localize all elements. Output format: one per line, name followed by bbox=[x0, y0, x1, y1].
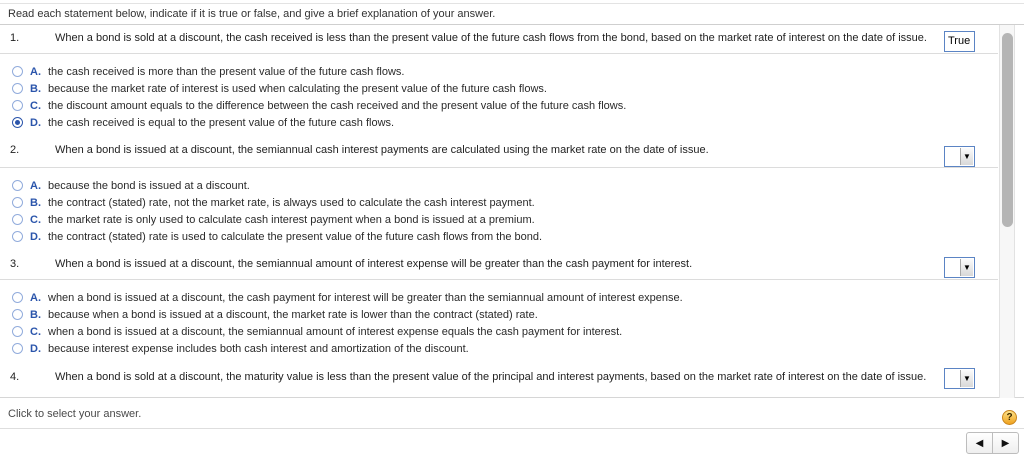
option-text: the discount amount equals to the difference between the cash received and the present value of the future cash flows. bbox=[48, 99, 627, 112]
dropdown-arrow-icon[interactable]: ▼ bbox=[960, 259, 973, 276]
option-letter: A. bbox=[30, 65, 41, 78]
option-text: the contract (stated) rate is used to calculate the present value of the future cash flows from the bond. bbox=[48, 230, 543, 243]
question-1 bbox=[0, 29, 934, 47]
question-divider bbox=[0, 53, 998, 54]
option-row-1b[interactable] bbox=[12, 80, 547, 97]
radio-button[interactable] bbox=[12, 326, 23, 337]
option-text: the contract (stated) rate, not the market rate, is always used to calculate the cash interest payment. bbox=[48, 196, 535, 209]
option-letter: D. bbox=[30, 230, 41, 243]
option-row-2d[interactable] bbox=[12, 228, 542, 245]
question-divider bbox=[0, 279, 998, 280]
instructions-text: Read each statement below, indicate if it is true or false, and give a brief explanation of your answer. bbox=[8, 8, 496, 20]
dropdown-arrow-icon[interactable]: ▼ bbox=[960, 370, 973, 387]
question-text: When a bond is sold at a discount, the maturity value is less than the present value of the principal and interest payments, based on the market rate of interest on the date of issue. bbox=[55, 371, 927, 383]
radio-button[interactable] bbox=[12, 180, 23, 191]
option-letter: C. bbox=[30, 325, 41, 338]
question-list bbox=[0, 25, 1024, 398]
option-letter: A. bbox=[30, 179, 41, 192]
instructions-bar bbox=[0, 4, 1024, 25]
question-navigation bbox=[966, 432, 1019, 454]
radio-button[interactable] bbox=[12, 309, 23, 320]
question-number: 1. bbox=[10, 32, 20, 44]
option-row-3d[interactable] bbox=[12, 340, 469, 357]
radio-button[interactable] bbox=[12, 231, 23, 242]
option-row-1c[interactable] bbox=[12, 97, 626, 114]
option-letter: B. bbox=[30, 196, 41, 209]
radio-button[interactable] bbox=[12, 214, 23, 225]
prev-question-button[interactable] bbox=[966, 432, 993, 454]
question-4 bbox=[0, 368, 934, 386]
radio-button[interactable] bbox=[12, 292, 23, 303]
radio-button[interactable] bbox=[12, 343, 23, 354]
option-row-3b[interactable] bbox=[12, 306, 538, 323]
option-text: when a bond is issued at a discount, the cash payment for interest will be greater than the semiannual amount of interest expense. bbox=[48, 291, 683, 304]
option-letter: B. bbox=[30, 82, 41, 95]
radio-button[interactable] bbox=[12, 197, 23, 208]
option-letter: C. bbox=[30, 99, 41, 112]
dropdown-arrow-icon[interactable]: ▼ bbox=[960, 148, 973, 165]
question-3 bbox=[0, 255, 934, 273]
option-letter: A. bbox=[30, 291, 41, 304]
question-divider bbox=[0, 167, 998, 168]
option-text: because when a bond is issued at a discount, the market rate is lower than the contract (stated) rate. bbox=[48, 308, 538, 321]
option-row-1a[interactable] bbox=[12, 63, 404, 80]
radio-button[interactable] bbox=[12, 100, 23, 111]
question-text: When a bond is issued at a discount, the semiannual cash interest payments are calculated using the market rate on the date of issue. bbox=[55, 144, 709, 156]
footer-hint-bar bbox=[0, 399, 1024, 429]
question-4-answer-dropdown[interactable] bbox=[944, 368, 975, 389]
left-arrow-icon: ◀ bbox=[975, 437, 984, 449]
option-letter: D. bbox=[30, 116, 41, 129]
option-row-2c[interactable] bbox=[12, 211, 535, 228]
question-3-answer-dropdown[interactable] bbox=[944, 257, 975, 278]
question-1-answer-select[interactable] bbox=[944, 31, 975, 52]
option-text: the cash received is equal to the present value of the future cash flows. bbox=[48, 116, 395, 129]
option-letter: C. bbox=[30, 213, 41, 226]
option-text: when a bond is issued at a discount, the semiannual amount of interest expense equals the cash payment for interest. bbox=[48, 325, 623, 338]
option-text: because the bond is issued at a discount. bbox=[48, 179, 250, 192]
content-scrollbar[interactable] bbox=[999, 25, 1015, 398]
option-row-1d[interactable] bbox=[12, 114, 394, 131]
radio-button[interactable] bbox=[12, 83, 23, 94]
footer-hint-text: Click to select your answer. bbox=[8, 408, 142, 420]
question-number: 3. bbox=[10, 258, 20, 270]
question-number: 2. bbox=[10, 144, 20, 156]
question-2 bbox=[0, 141, 934, 159]
option-row-2a[interactable] bbox=[12, 177, 250, 194]
selected-answer-value: True bbox=[948, 35, 971, 47]
question-text: When a bond is issued at a discount, the semiannual amount of interest expense will be greater than the cash payment for interest. bbox=[55, 258, 693, 270]
option-text: because the market rate of interest is used when calculating the present value of the future cash flows. bbox=[48, 82, 547, 95]
option-letter: B. bbox=[30, 308, 41, 321]
question-text: When a bond is sold at a discount, the cash received is less than the present value of the future cash flows from the bond, based on the market rate of interest on the date of issue. bbox=[55, 32, 927, 44]
option-row-3c[interactable] bbox=[12, 323, 622, 340]
right-arrow-icon: ▶ bbox=[1001, 437, 1010, 449]
option-text: because interest expense includes both cash interest and amortization of the discount. bbox=[48, 342, 469, 355]
radio-button[interactable] bbox=[12, 117, 23, 128]
option-row-3a[interactable] bbox=[12, 289, 683, 306]
question-mark-icon: ? bbox=[1006, 412, 1013, 423]
next-question-button[interactable] bbox=[992, 432, 1019, 454]
option-text: the cash received is more than the present value of the future cash flows. bbox=[48, 65, 405, 78]
question-number: 4. bbox=[10, 371, 20, 383]
scrollbar-thumb[interactable] bbox=[1002, 33, 1013, 227]
help-button[interactable] bbox=[1002, 410, 1017, 425]
option-letter: D. bbox=[30, 342, 41, 355]
option-text: the market rate is only used to calculate cash interest payment when a bond is issued at a premium. bbox=[48, 213, 535, 226]
option-row-2b[interactable] bbox=[12, 194, 535, 211]
question-2-answer-dropdown[interactable] bbox=[944, 146, 975, 167]
radio-button[interactable] bbox=[12, 66, 23, 77]
